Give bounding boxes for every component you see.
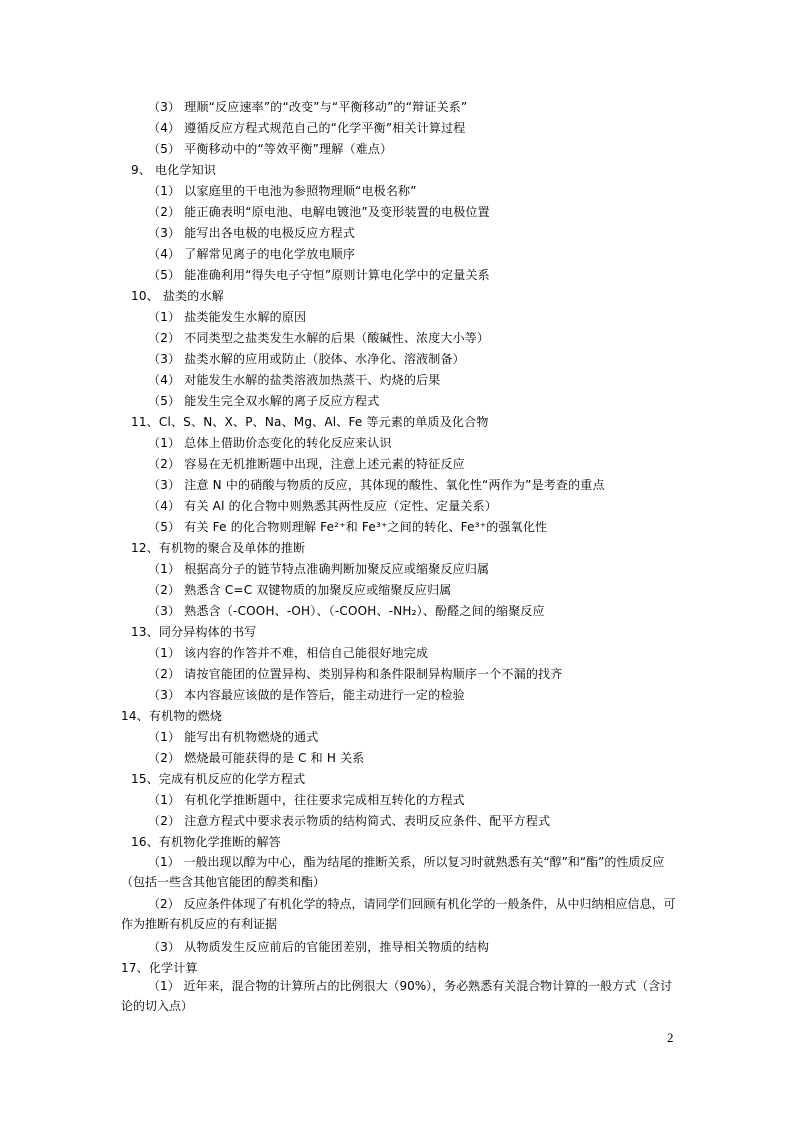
text-line: （3） 熟悉含（-COOH、-OH）、（-COOH、-NH₂）、酚醛之间的缩聚反应 (148, 604, 545, 618)
text-line: （5） 能准确利用“得失电子守恒”原则计算电化学中的定量关系 (148, 268, 490, 282)
text-line: 11、Cl、S、N、X、P、Na、Mg、Al、Fe 等元素的单质及化合物 (131, 415, 489, 429)
text-line: （1） 该内容的作答并不难，相信自己能很好地完成 (148, 646, 429, 660)
text-line: （2） 容易在无机推断题中出现，注意上述元素的特征反应 (148, 457, 465, 471)
text-line: （1） 盐类能发生水解的原因 (148, 310, 307, 324)
text-line: 12、有机物的聚合及单体的推断 (131, 541, 306, 555)
text-line: （4） 有关 Al 的化合物中则熟悉其两性反应（定性、定量关系） (148, 499, 498, 513)
text-line: （1） 有机化学推断题中，往往要求完成相互转化的方程式 (148, 793, 465, 807)
text-line: （3） 盐类水解的应用或防止（胶体、水净化、溶液制备） (148, 352, 465, 366)
text-line: （2） 不同类型之盐类发生水解的后果（酸碱性、浓度大小等） (148, 331, 490, 345)
text-line: （4） 了解常见离子的电化学放电顺序 (148, 247, 356, 261)
text-line: （2） 能正确表明“原电池、电解电镀池”及变形装置的电极位置 (148, 205, 490, 219)
text-line: （1） 总体上借助价态变化的转化反应来认识 (148, 436, 392, 450)
text-line: （4） 遵循反应方程式规范自己的“化学平衡”相关计算过程 (148, 121, 466, 135)
text-line: （3） 能写出各电极的电极反应方程式 (148, 226, 356, 240)
text-line: （2） 熟悉含 C=C 双键物质的加聚反应或缩聚反应归属 (148, 583, 452, 597)
text-line: （3） 本内容最应该做的是作答后，能主动进行一定的检验 (148, 688, 465, 702)
text-line: （3） 从物质发生反应前后的官能团差别，推导相关物质的结构 (148, 940, 490, 954)
text-paragraph: （2） 反应条件体现了有机化学的特点，请同学们回顾有机化学的一般条件，从中归纳相应信息，可作为推断有机反应的有利证据 (121, 897, 676, 931)
text-line: 10、 盐类的水解 (131, 289, 224, 303)
text-paragraph: （1） 近年来，混合物的计算所占的比例很大（90%），务必熟悉有关混合物计算的一般方式（含讨论的切入点） (121, 979, 673, 1013)
text-line: （2） 燃烧最可能获得的是 C 和 H 关系 (148, 751, 365, 765)
text-line: （5） 有关 Fe 的化合物则理解 Fe²⁺和 Fe³⁺之间的转化、Fe³⁺的强氧化性 (148, 520, 548, 534)
text-line: （1） 能写出有机物燃烧的通式 (148, 730, 319, 744)
text-line: （3） 理顺“反应速率”的“改变”与“平衡移动”的“辩证关系” (148, 100, 468, 114)
text-line: 14、有机物的燃烧 (121, 709, 223, 723)
text-line: （5） 平衡移动中的“等效平衡”理解（难点） (148, 142, 393, 156)
text-line: （1） 以家庭里的干电池为参照物理顺“电极名称” (148, 184, 417, 198)
text-line: （2） 请按官能团的位置异构、类别异构和条件限制异构顺序一个不漏的找齐 (148, 667, 563, 681)
text-line: 15、完成有机反应的化学方程式 (131, 772, 306, 786)
text-line: （1） 根据高分子的链节特点准确判断加聚反应或缩聚反应归属 (148, 562, 490, 576)
text-line: 16、有机物化学推断的解答 (131, 835, 281, 849)
text-line: （4） 对能发生水解的盐类溶液加热蒸干、灼烧的后果 (148, 373, 441, 387)
text-line: （5） 能发生完全双水解的离子反应方程式 (148, 394, 380, 408)
text-line: 17、化学计算 (121, 961, 198, 975)
text-line: 9、 电化学知识 (131, 163, 217, 177)
text-line: 13、同分异构体的书写 (131, 625, 257, 639)
page-number: 2 (667, 1030, 674, 1045)
text-line: （3） 注意 N 中的硝酸与物质的反应，其体现的酸性、氧化性“两作为”是考查的重点 (148, 478, 605, 492)
text-paragraph: （1） 一般出现以醇为中心，酯为结尾的推断关系，所以复习时就熟悉有关“醇”和“酯”的性质反应（包括一些含其他官能团的醇类和酯） (121, 855, 665, 889)
text-line: （2） 注意方程式中要求表示物质的结构简式、表明反应条件、配平方程式 (148, 814, 551, 828)
